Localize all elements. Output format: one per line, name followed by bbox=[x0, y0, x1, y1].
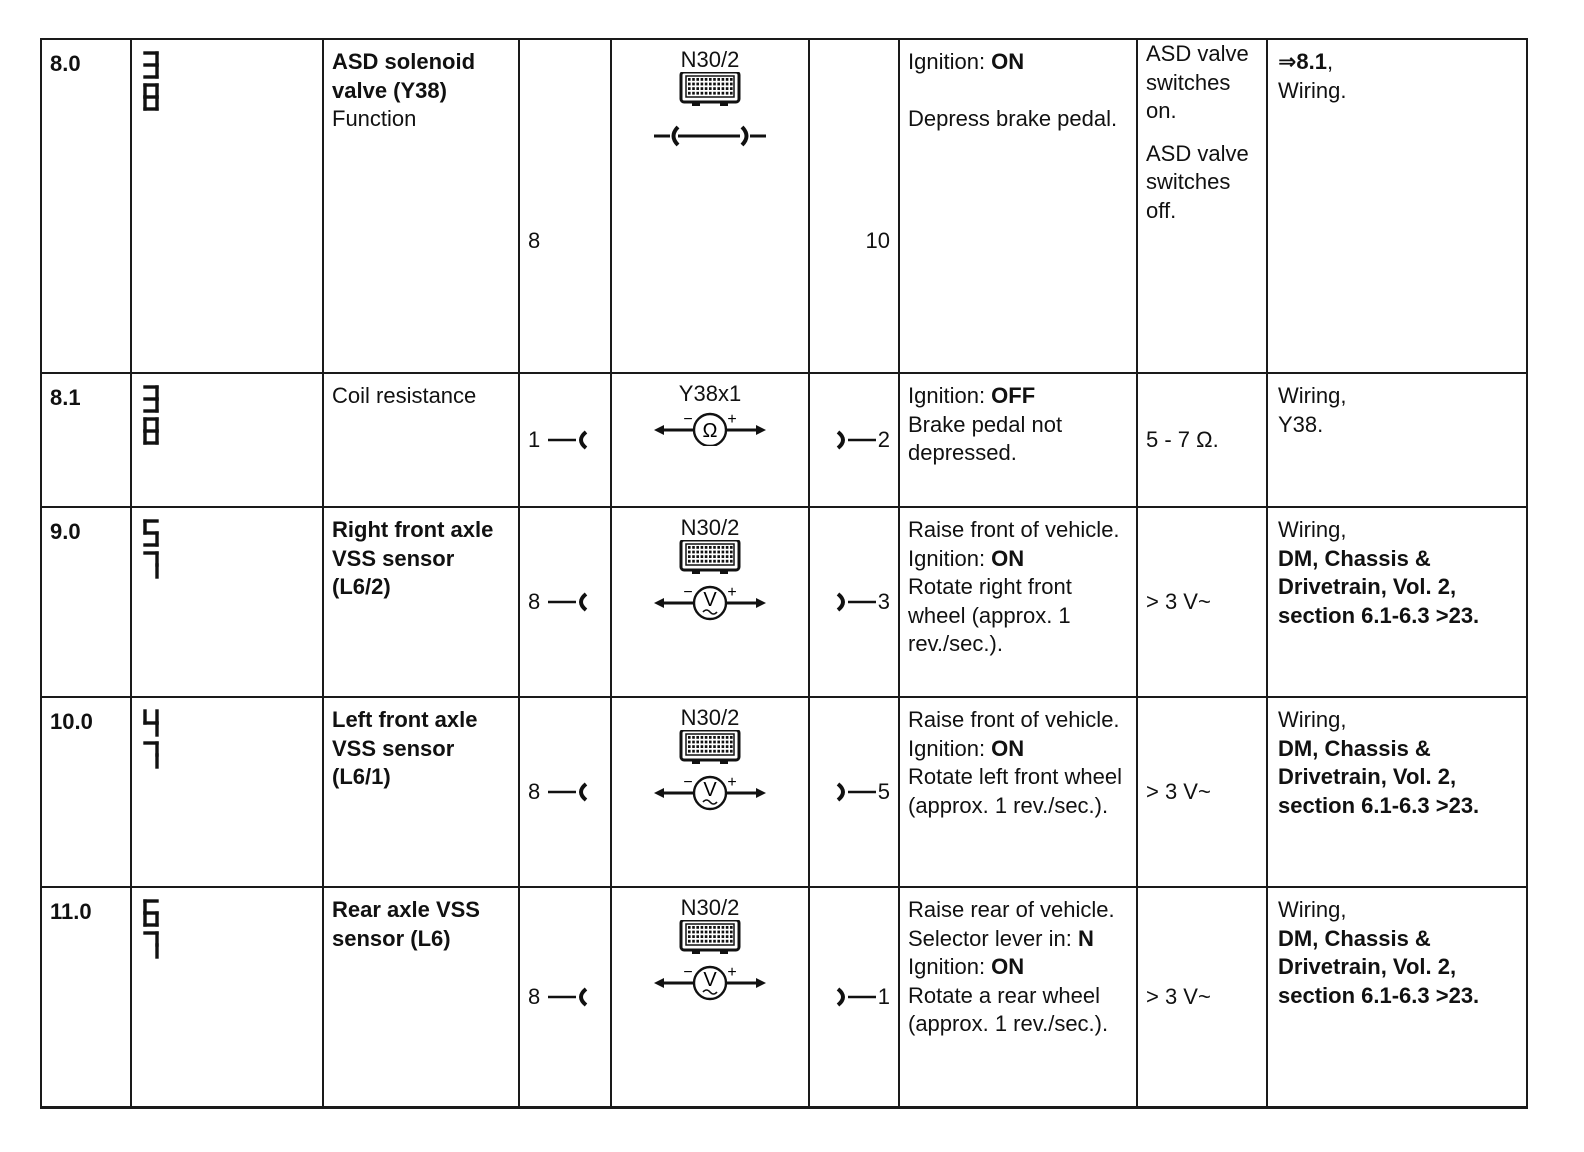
condition-line bbox=[908, 573, 1130, 659]
test-symbol-cell bbox=[611, 373, 809, 507]
pin-right-group bbox=[810, 983, 898, 1012]
svg-text:−: − bbox=[683, 411, 693, 428]
remedy-line bbox=[1278, 382, 1522, 411]
test-lead-socket-icon bbox=[834, 781, 878, 803]
condition-text: Raise front of vehicle. bbox=[908, 517, 1120, 542]
condition-label: Ignition: bbox=[908, 954, 992, 979]
pin-right-group bbox=[810, 588, 898, 617]
pin-right-cell bbox=[809, 697, 899, 887]
svg-text:Ω: Ω bbox=[702, 420, 718, 442]
seven-segment-digit bbox=[142, 930, 160, 960]
svg-text:+: + bbox=[727, 964, 737, 981]
svg-text:−: − bbox=[683, 964, 693, 981]
test-conditions-cell bbox=[899, 697, 1137, 887]
svg-text:−: − bbox=[683, 584, 693, 601]
remedy-text: Wiring, bbox=[1278, 897, 1347, 922]
condition-text: Rotate left front wheel (approx. 1 rev./sec.). bbox=[908, 764, 1123, 818]
display-code-cell bbox=[131, 507, 323, 697]
condition-label: Ignition: bbox=[908, 735, 992, 761]
nominal-value bbox=[1146, 778, 1262, 807]
condition-text: Rotate right front wheel (approx. 1 rev./sec.). bbox=[908, 574, 1072, 656]
test-conditions-cell bbox=[899, 39, 1137, 373]
connector-label: N30/2 bbox=[680, 47, 740, 72]
remedy-reference: DM, Chassis & Drivetrain, Vol. 2, section 6.1-6.3 >23. bbox=[1278, 735, 1480, 818]
step-number: 8.0 bbox=[50, 51, 81, 76]
remedy-reference: ⇒8.1 bbox=[1278, 49, 1328, 74]
pin-left-cell bbox=[519, 373, 611, 507]
test-step-row bbox=[41, 507, 1527, 697]
display-code-cell bbox=[131, 697, 323, 887]
remedy-line bbox=[1278, 48, 1522, 77]
step-number: 10.0 bbox=[50, 709, 93, 734]
nominal-value-text: > 3 V~ bbox=[1146, 588, 1211, 614]
pin-right-group bbox=[810, 426, 898, 455]
component-cell bbox=[323, 887, 519, 1107]
test-symbol-cell bbox=[611, 39, 809, 373]
pin-right-number: 10 bbox=[865, 227, 890, 253]
seven-segment-digit bbox=[142, 708, 160, 738]
pin-left-group bbox=[520, 426, 610, 455]
pin-left-group bbox=[520, 588, 610, 617]
pin-right-group bbox=[810, 778, 898, 807]
condition-value: ON bbox=[991, 545, 1025, 571]
test-symbol-cell bbox=[611, 507, 809, 697]
test-lead-socket-icon bbox=[834, 429, 878, 451]
nominal-value-cell bbox=[1137, 507, 1267, 697]
remedy-reference: DM, Chassis & Drivetrain, Vol. 2, section 6.1-6.3 >23. bbox=[1278, 545, 1480, 628]
nominal-value-cell bbox=[1137, 697, 1267, 887]
nominal-value-text: ASD valve switches off. bbox=[1146, 140, 1249, 223]
seven-segment-digit bbox=[142, 50, 160, 80]
condition-line bbox=[908, 48, 1130, 77]
pin-right-group bbox=[810, 157, 898, 256]
nominal-value bbox=[1146, 426, 1262, 455]
display-code-cell bbox=[131, 39, 323, 373]
connector-label: N30/2 bbox=[680, 895, 740, 920]
pin-right-number: 2 bbox=[877, 426, 890, 452]
voltmeter-icon bbox=[645, 730, 775, 814]
remedy-cell bbox=[1267, 697, 1527, 887]
pin-right-number: 5 bbox=[877, 778, 890, 804]
voltmeter-icon bbox=[645, 920, 775, 1004]
voltmeter-icon bbox=[645, 540, 775, 624]
remedy-cell bbox=[1267, 507, 1527, 697]
control-unit-connector-icon bbox=[681, 72, 739, 106]
component-test: Function bbox=[332, 106, 417, 131]
condition-value: ON bbox=[991, 954, 1025, 979]
step-number-cell bbox=[41, 887, 131, 1107]
nominal-value bbox=[1146, 983, 1262, 1012]
step-number: 8.1 bbox=[50, 385, 81, 410]
pin-left-cell bbox=[519, 887, 611, 1107]
pin-right-cell bbox=[809, 39, 899, 373]
seven-segment-digit bbox=[142, 384, 160, 414]
test-symbol-cell bbox=[611, 697, 809, 887]
nominal-value-text: > 3 V~ bbox=[1146, 778, 1211, 804]
condition-text: Raise rear of vehicle. bbox=[908, 897, 1115, 922]
display-code-cell bbox=[131, 373, 323, 507]
step-number-cell bbox=[41, 697, 131, 887]
condition-value: ON bbox=[991, 735, 1025, 761]
component-name: Right front axle VSS sensor (L6/2) bbox=[332, 517, 494, 599]
nominal-value bbox=[1146, 588, 1262, 617]
test-lead-socket-icon bbox=[834, 986, 878, 1008]
condition-line bbox=[908, 896, 1130, 925]
test-step-row bbox=[41, 39, 1527, 373]
condition-line bbox=[908, 735, 1130, 764]
pin-right-cell bbox=[809, 507, 899, 697]
remedy-text: Y38. bbox=[1278, 411, 1324, 437]
condition-label: Ignition: bbox=[908, 49, 992, 74]
test-lead-socket-icon bbox=[546, 591, 590, 613]
condition-line bbox=[908, 545, 1130, 574]
condition-value: ON bbox=[991, 49, 1025, 74]
condition-value: OFF bbox=[991, 383, 1036, 408]
remedy-line bbox=[1278, 77, 1522, 106]
condition-line bbox=[908, 382, 1130, 411]
component-cell bbox=[323, 507, 519, 697]
condition-label: Ignition: bbox=[908, 383, 992, 408]
condition-text: Brake pedal not depressed. bbox=[908, 411, 1063, 465]
control-unit-connector-icon bbox=[681, 920, 739, 954]
svg-text:V: V bbox=[703, 779, 717, 801]
test-step-row bbox=[41, 887, 1527, 1107]
pin-left-number: 8 bbox=[528, 778, 541, 804]
test-symbol-cell bbox=[611, 887, 809, 1107]
condition-value: N bbox=[1077, 925, 1094, 951]
pin-left-cell bbox=[519, 697, 611, 887]
seven-segment-digit bbox=[142, 740, 160, 770]
seven-segment-digit bbox=[142, 416, 160, 446]
condition-line bbox=[908, 763, 1130, 820]
test-conditions-cell bbox=[899, 887, 1137, 1107]
remedy-text: Wiring, bbox=[1278, 517, 1347, 542]
pin-left-group bbox=[520, 157, 610, 256]
display-code-cell bbox=[131, 887, 323, 1107]
svg-text:+: + bbox=[727, 584, 737, 601]
component-test: Coil resistance bbox=[332, 383, 477, 408]
pin-right-cell bbox=[809, 887, 899, 1107]
test-step-row bbox=[41, 697, 1527, 887]
remedy-text: Wiring, bbox=[1278, 383, 1347, 408]
remedy-line bbox=[1278, 925, 1522, 1011]
condition-line bbox=[908, 925, 1130, 954]
test-lead-socket-icon bbox=[546, 429, 590, 451]
nominal-value-text: 5 - 7 Ω. bbox=[1146, 426, 1219, 452]
nominal-value bbox=[1146, 40, 1262, 126]
test-step-row bbox=[41, 373, 1527, 507]
condition-text: Raise front of vehicle. bbox=[908, 707, 1120, 732]
nominal-value-text: ASD valve switches on. bbox=[1146, 41, 1249, 123]
connector-pass-through-icon bbox=[645, 72, 775, 156]
component-cell bbox=[323, 697, 519, 887]
step-number: 11.0 bbox=[50, 899, 92, 924]
spacer bbox=[908, 77, 1130, 105]
test-step-table bbox=[40, 38, 1528, 1109]
condition-line bbox=[908, 516, 1130, 545]
condition-line bbox=[908, 105, 1130, 134]
nominal-value-text: > 3 V~ bbox=[1146, 983, 1211, 1009]
svg-text:+: + bbox=[727, 411, 737, 428]
test-conditions-cell bbox=[899, 373, 1137, 507]
control-unit-connector-icon bbox=[681, 540, 739, 574]
nominal-value-cell bbox=[1137, 373, 1267, 507]
component-cell bbox=[323, 39, 519, 373]
svg-text:+: + bbox=[727, 774, 737, 791]
connector-label: N30/2 bbox=[680, 515, 740, 540]
pin-left-cell bbox=[519, 39, 611, 373]
nominal-value-cell bbox=[1137, 887, 1267, 1107]
svg-text:−: − bbox=[683, 774, 693, 791]
test-lead-socket-icon bbox=[546, 781, 590, 803]
seven-segment-digit bbox=[142, 82, 160, 112]
condition-label: Ignition: bbox=[908, 545, 992, 571]
condition-text: Depress brake pedal. bbox=[908, 105, 1118, 131]
pin-left-cell bbox=[519, 507, 611, 697]
component-cell bbox=[323, 373, 519, 507]
step-number-cell bbox=[41, 373, 131, 507]
pin-right-number: 1 bbox=[877, 983, 890, 1009]
component-name: ASD solenoid valve (Y38) bbox=[332, 49, 476, 103]
component-name: Rear axle VSS sensor (L6) bbox=[332, 897, 480, 951]
remedy-line bbox=[1278, 735, 1522, 821]
pin-left-group bbox=[520, 778, 610, 807]
remedy-cell bbox=[1267, 373, 1527, 507]
svg-text:V: V bbox=[703, 589, 717, 611]
condition-text: Rotate a rear wheel (approx. 1 rev./sec.). bbox=[908, 982, 1109, 1036]
pin-left-group bbox=[520, 983, 610, 1012]
pin-right-cell bbox=[809, 373, 899, 507]
condition-line bbox=[908, 982, 1130, 1039]
remedy-text: , bbox=[1327, 49, 1334, 74]
nominal-value bbox=[1146, 140, 1262, 226]
nominal-value-cell bbox=[1137, 39, 1267, 373]
remedy-cell bbox=[1267, 887, 1527, 1107]
remedy-reference: DM, Chassis & Drivetrain, Vol. 2, section 6.1-6.3 >23. bbox=[1278, 925, 1480, 1008]
seven-segment-digit bbox=[142, 518, 160, 548]
remedy-line bbox=[1278, 411, 1522, 440]
control-unit-connector-icon bbox=[681, 730, 739, 764]
svg-text:V: V bbox=[703, 969, 717, 991]
pin-left-number: 8 bbox=[528, 588, 541, 614]
step-number: 9.0 bbox=[50, 519, 81, 544]
test-lead-socket-icon bbox=[834, 591, 878, 613]
component-name: Left front axle VSS sensor (L6/1) bbox=[332, 707, 478, 789]
step-number-cell bbox=[41, 507, 131, 697]
pin-left-number: 8 bbox=[528, 227, 541, 253]
remedy-line bbox=[1278, 545, 1522, 631]
remedy-line bbox=[1278, 706, 1522, 735]
condition-label: Selector lever in: bbox=[908, 925, 1078, 951]
connector-label: Y38x1 bbox=[678, 381, 742, 406]
condition-line bbox=[908, 953, 1130, 982]
remedy-text: Wiring, bbox=[1278, 707, 1347, 732]
pin-right-number: 3 bbox=[877, 588, 890, 614]
connector-label: N30/2 bbox=[680, 705, 740, 730]
remedy-line bbox=[1278, 896, 1522, 925]
pin-left-number: 1 bbox=[528, 426, 541, 452]
remedy-cell bbox=[1267, 39, 1527, 373]
remedy-line bbox=[1278, 516, 1522, 545]
test-conditions-cell bbox=[899, 507, 1137, 697]
step-number-cell bbox=[41, 39, 131, 373]
test-lead-socket-icon bbox=[546, 986, 590, 1008]
seven-segment-digit bbox=[142, 550, 160, 580]
condition-line bbox=[908, 706, 1130, 735]
remedy-text: Wiring. bbox=[1278, 77, 1347, 103]
condition-line bbox=[908, 411, 1130, 468]
seven-segment-digit bbox=[142, 898, 160, 928]
ohmmeter-icon bbox=[645, 406, 775, 446]
pin-left-number: 8 bbox=[528, 983, 541, 1009]
